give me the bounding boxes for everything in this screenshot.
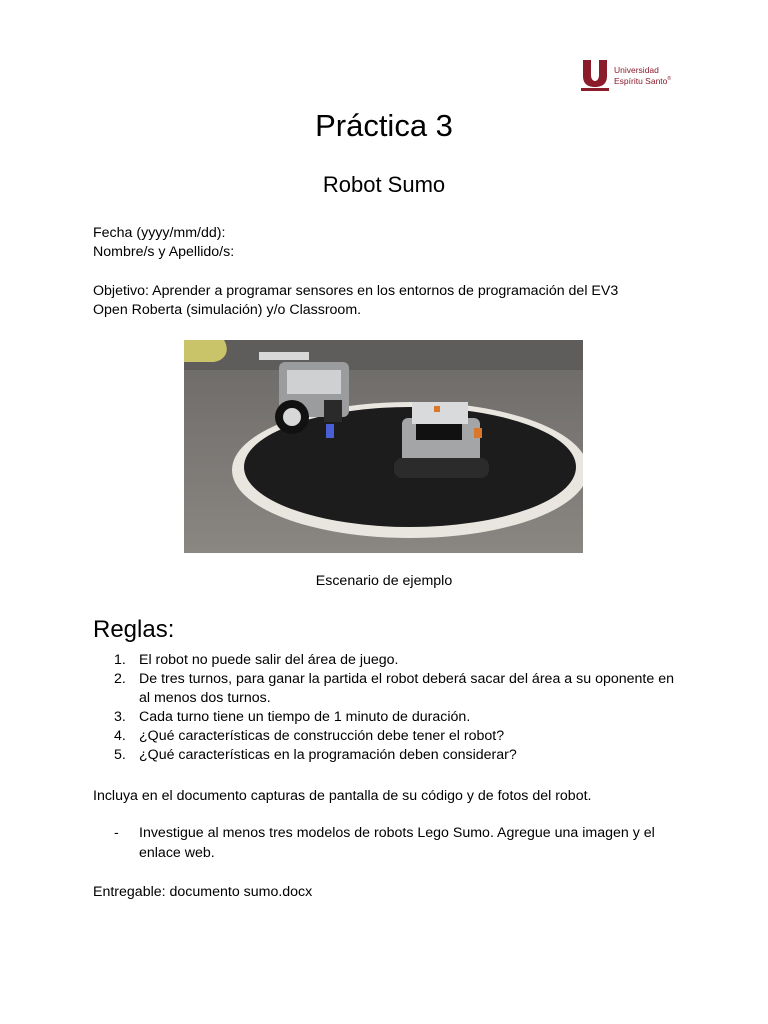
list-item [93,670,674,708]
investigue-item [93,824,674,863]
page-title: Práctica 3 [315,108,453,143]
list-item-text: ¿Qué características de construcción debe tener el robot? [139,728,505,744]
list-item-number: 3. [114,709,126,725]
university-logo [580,58,680,98]
list-item [93,727,674,746]
fecha-field: Fecha (yyyy/mm/dd): [93,225,226,241]
logo-registered-mark: ® [667,76,672,82]
objetivo-line-2: Open Roberta (simulación) y/o Classroom. [93,302,362,318]
reglas-list [93,651,674,765]
investigue-text: Investigue al menos tres modelos de robots Lego Sumo. Agregue una imagen y el enlace web. [139,825,655,861]
dash-bullet: - [114,825,119,841]
list-item-number: 5. [114,747,126,763]
list-item [93,746,674,765]
page-subtitle: Robot Sumo [322,172,446,197]
entregable-paragraph: Entregable: documento sumo.docx [93,884,313,900]
list-item-text: Cada turno tiene un tiempo de 1 minuto de duración. [139,709,471,725]
list-item-number: 1. [114,652,126,668]
list-item-number: 2. [114,671,126,687]
list-item-text: De tres turnos, para ganar la partida el robot deberá sacar del área a su oponente en al menos dos turnos. [139,671,674,706]
objetivo-line-1: Objetivo: Aprender a programar sensores en los entornos de programación del EV3 [93,283,619,299]
reglas-heading: Reglas: [93,616,175,643]
logo-line-2: Espíritu Santo [614,75,668,86]
nombre-field: Nombre/s y Apellido/s: [93,244,235,260]
image-caption: Escenario de ejemplo [315,573,453,589]
list-item-text: ¿Qué características en la programación deben considerar? [139,747,517,763]
list-item-number: 4. [114,728,126,744]
logo-text [614,66,671,86]
incluya-paragraph: Incluya en el documento capturas de pantalla de su código y de fotos del robot. [93,788,592,804]
robot-sumo-photo [184,340,583,553]
list-item [93,651,674,670]
uees-logo-icon [580,58,610,92]
robot-sumo-scene-icon [184,340,583,553]
list-item-text: El robot no puede salir del área de juego. [139,652,399,668]
list-item [93,708,674,727]
logo-line-1: Universidad [614,65,659,75]
